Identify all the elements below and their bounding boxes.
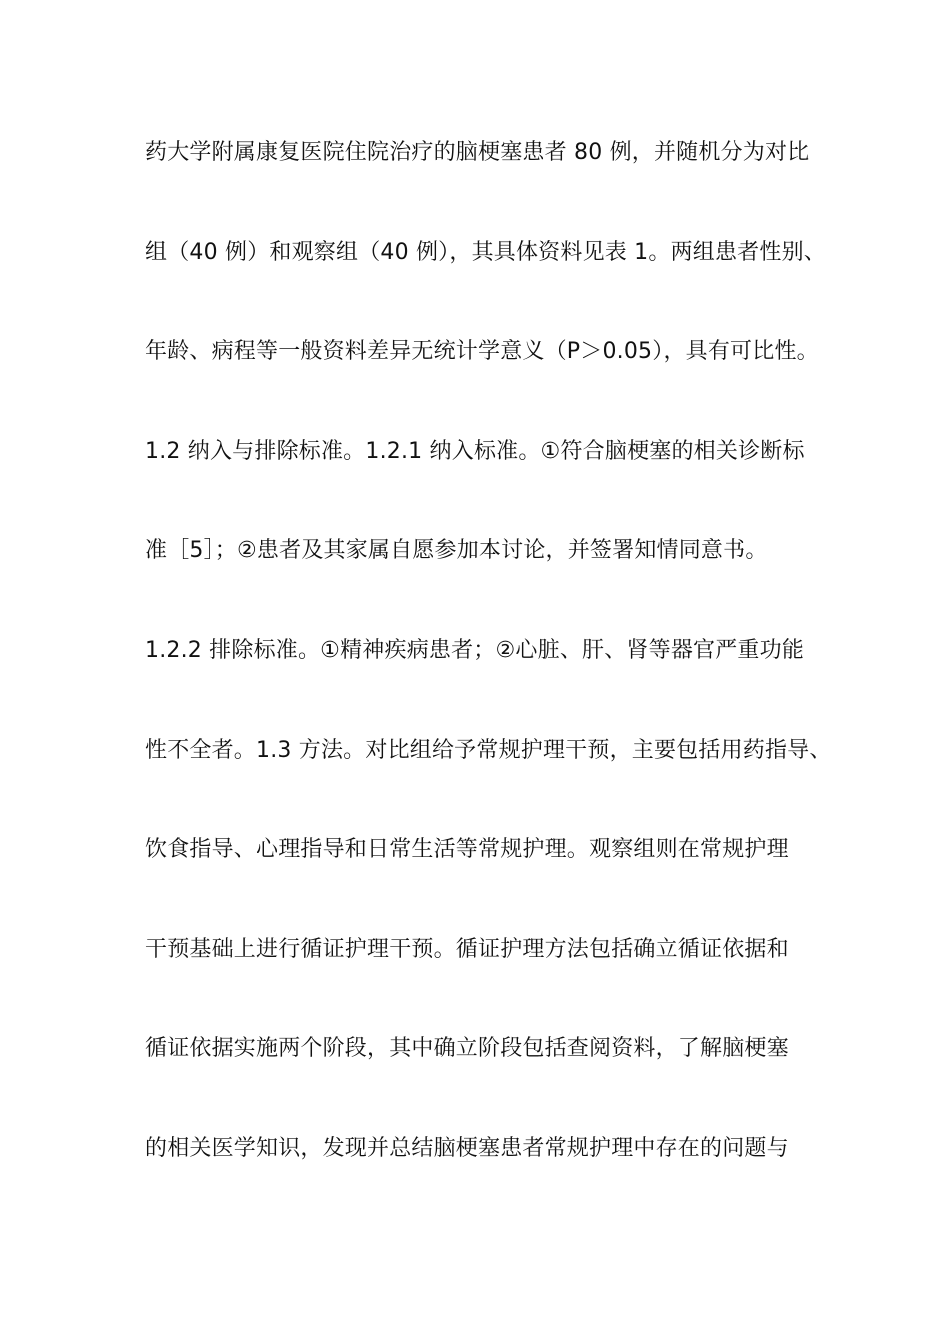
text-line: 药大学附属康复医院住院治疗的脑梗塞患者 80 例，并随机分为对比 [145, 140, 810, 165]
text-line: 饮食指导、心理指导和日常生活等常规护理。观察组则在常规护理 [145, 837, 789, 863]
text-line: 1.2.2 排除标准。①精神疾病患者；②心脏、肝、肾等器官严重功能 [145, 637, 805, 663]
text-line: 组（40 例）和观察组（40 例），其具体资料见表 1。两组患者性别、 [145, 239, 826, 265]
body-text [145, 131, 835, 1227]
text-line: 准［5］；②患者及其家属自愿参加本讨论，并签署知情同意书。 [145, 538, 768, 564]
text-line: 1.2 纳入与排除标准。1.2.1 纳入标准。①符合脑梗塞的相关诊断标 [145, 438, 805, 464]
text-line: 性不全者。1.3 方法。对比组给予常规护理干预，主要包括用药指导、 [145, 737, 832, 763]
text-line: 干预基础上进行循证护理干预。循证护理方法包括确立循证依据和 [145, 936, 789, 962]
text-line: 循证依据实施两个阶段，其中确立阶段包括查阅资料，了解脑梗塞 [145, 1036, 789, 1062]
text-line: 年龄、病程等一般资料差异无统计学意义（P＞0.05），具有可比性。 [145, 339, 819, 365]
text-line: 的相关医学知识，发现并总结脑梗塞患者常规护理中存在的问题与 [145, 1135, 789, 1161]
